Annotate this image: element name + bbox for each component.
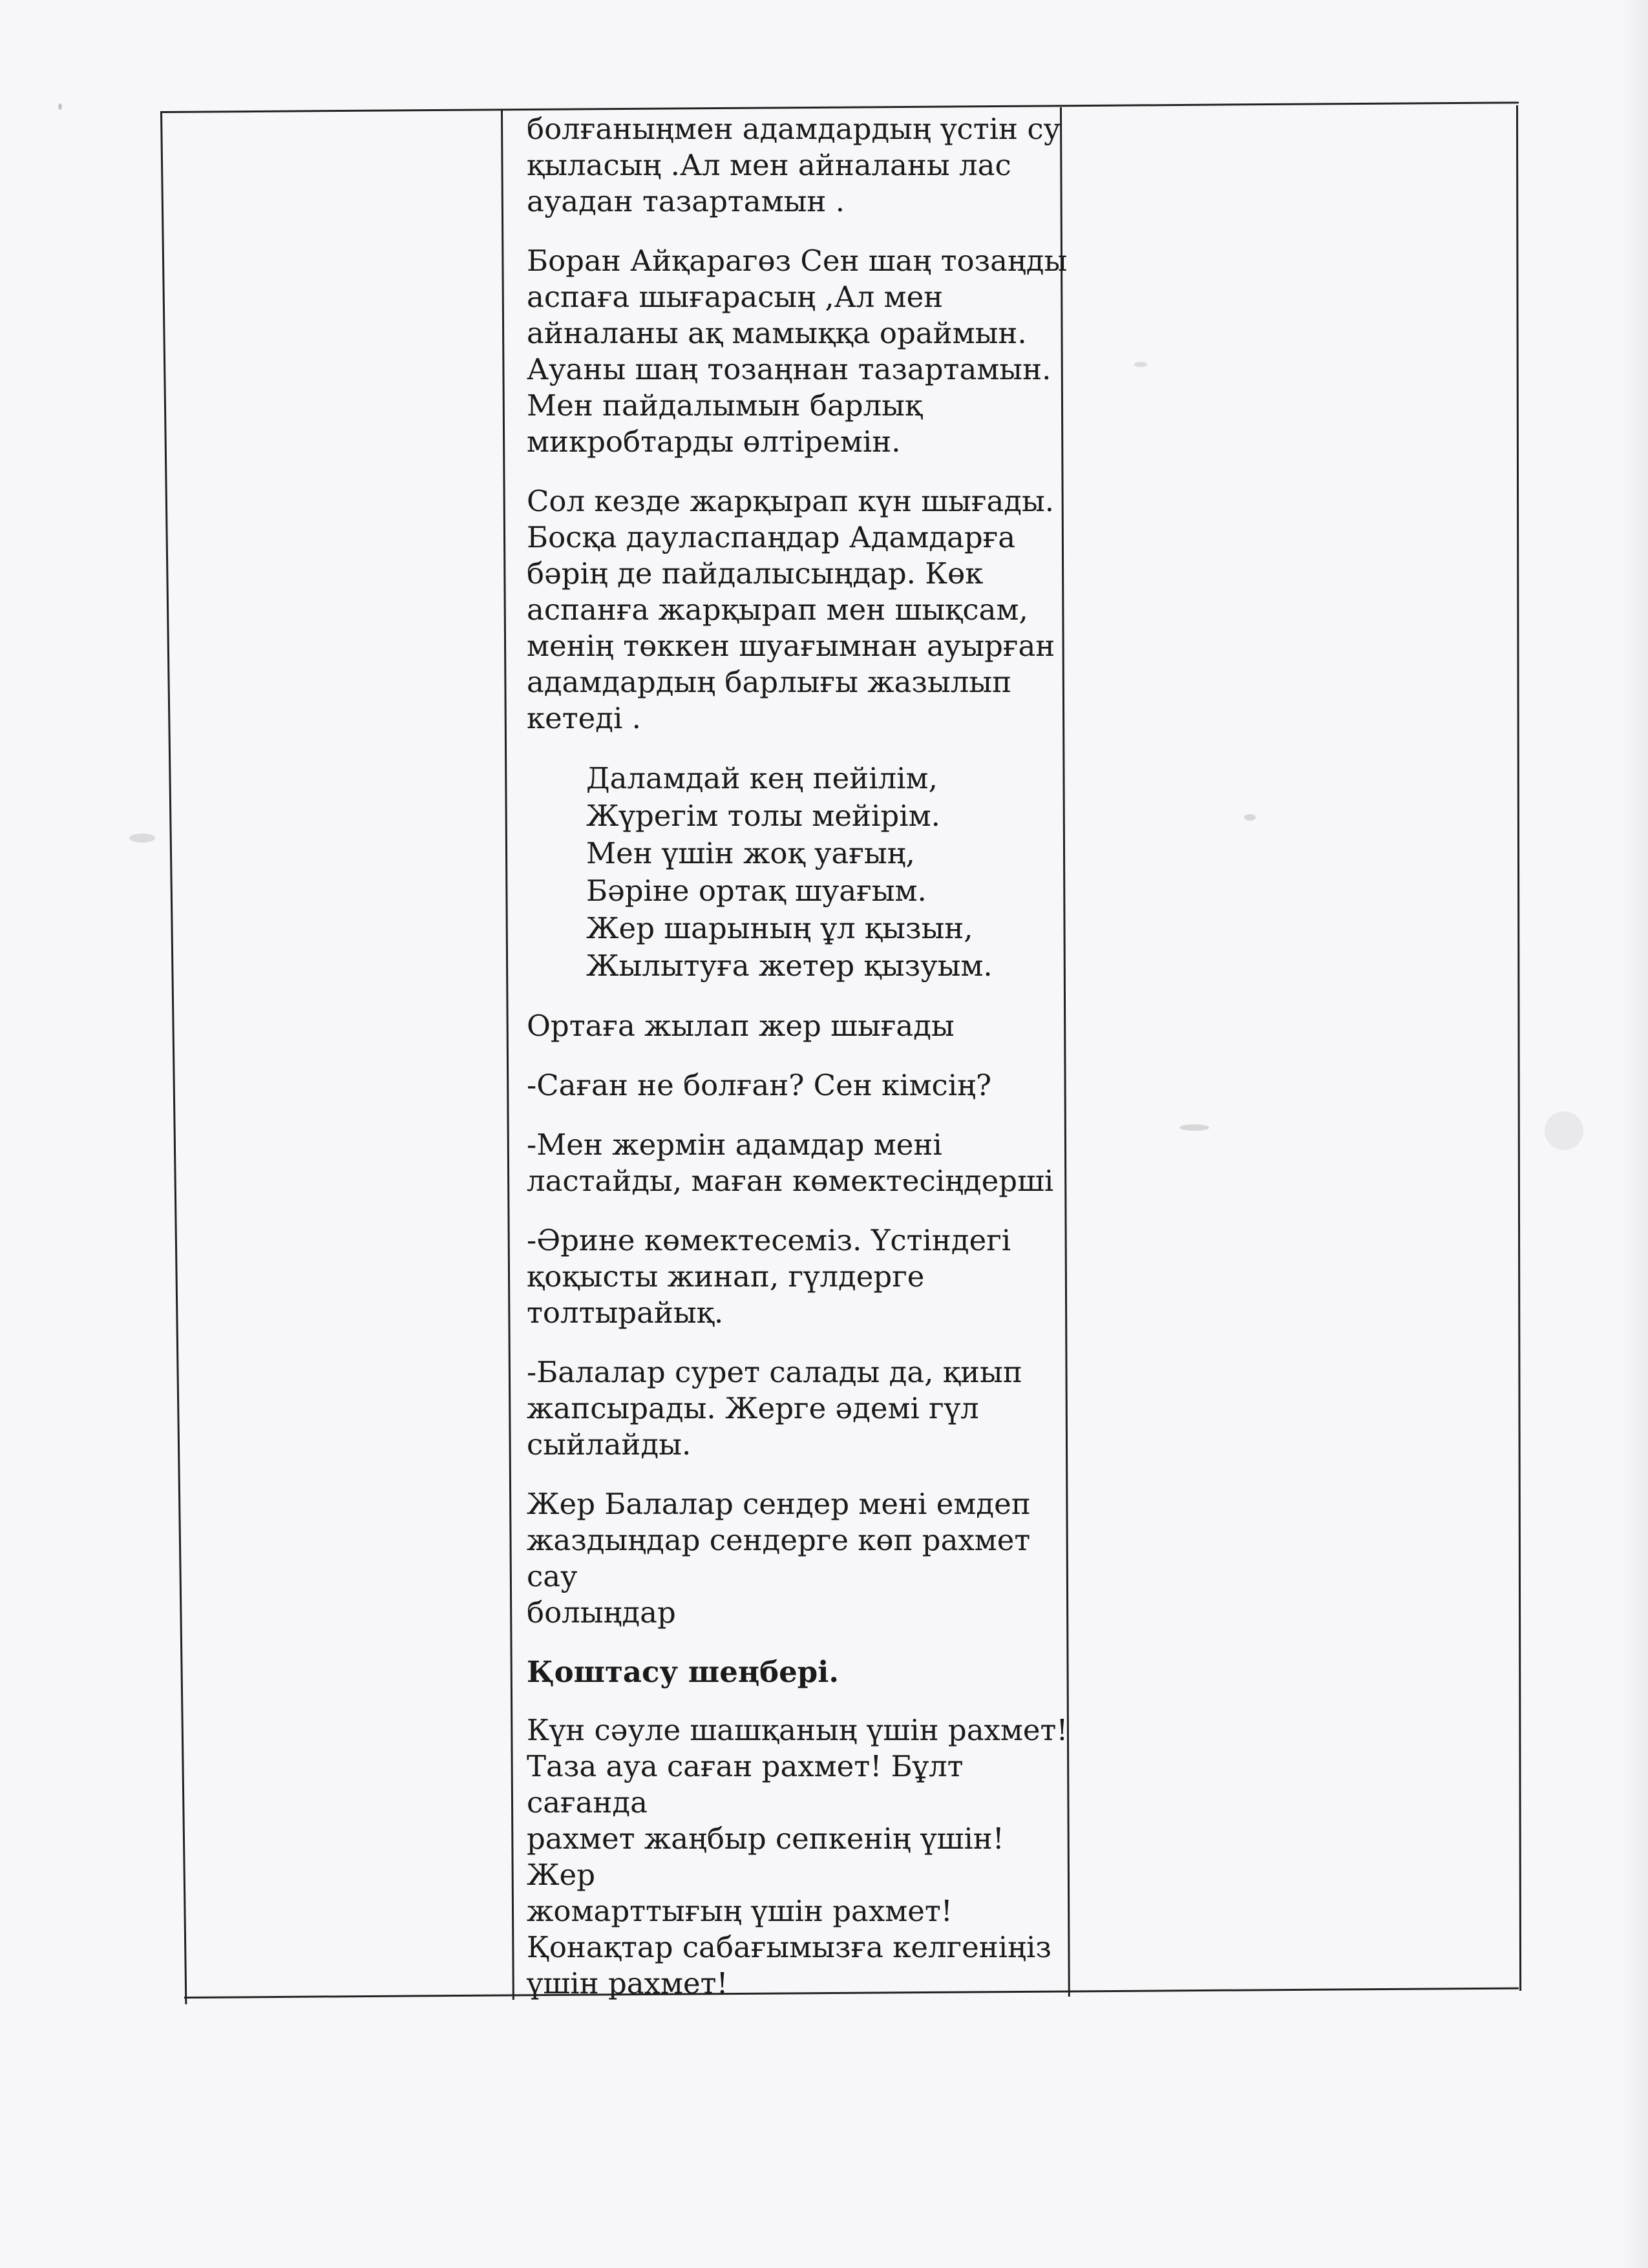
dialogue-line: -Саған не болған? Сен кімсің? — [527, 1068, 992, 1102]
table-right-border — [1516, 105, 1521, 1991]
paragraph: Боран Айқарагөз Сен шаң тозаңды аспаға шығарасың ,Ал мен айналаны ақ мамыққа ораймын. Ауаны шаң тозаңнан тазартамын. Мен пайдалымын барлық микробтарды өлтіремін. — [527, 244, 1068, 459]
table-left-border — [160, 111, 187, 2004]
dialogue-line: -Мен жермін адамдар мені ластайды, маған көмектесіңдерші — [527, 1128, 1054, 1198]
dialogue-line: -Балалар сурет салады да, қиып жапсырады. Жерге әдемі гүл сыйлайды. — [527, 1355, 1022, 1462]
poem-verse: Даламдай кең пейілім, Жүрегім толы мейірім. Мен үшін жоқ уағың, Бәріне ортақ шуағым. Жер шарының ұл қызын, Жылытуға жетер қызуым. — [586, 761, 993, 983]
table-column-divider-1 — [501, 110, 514, 2000]
closing-heading: Қоштасу шеңбері. — [527, 1655, 840, 1689]
paragraph: болғаныңмен адамдардың үстін су қыласың .Ал мен айналаны лас ауадан тазартамын . — [527, 112, 1061, 218]
closing-text: Күн сәуле шашқаның үшін рахмет! Таза ауа саған рахмет! Бұлт сағанда рахмет жаңбыр сепкенің үшін! Жер жомарттығың үшін рахмет! Қонақтар сабағымызға келгеніңіз үшін рахмет! — [527, 1713, 1068, 2000]
paragraph: Сол кезде жарқырап күн шығады. Босқа дауласпаңдар Адамдарға бәрің де пайдалысыңдар. Көк аспанға жарқырап мен шықсам, менің төккен шуағымнан ауырған адамдардың барлығы жазылып кетеді . — [527, 484, 1055, 735]
dialogue-line: -Әрине көмектесеміз. Үстіндегі қоқысты жинап, гүлдерге толтырайық. — [527, 1223, 1011, 1330]
dialogue-line: Жер Балалар сендер мені емдеп жаздыңдар сендерге көп рахмет сау болыңдар — [527, 1487, 1031, 1630]
lesson-script-column — [527, 111, 1070, 2025]
dialogue-line: Ортаға жылап жер шығады — [527, 1009, 955, 1043]
